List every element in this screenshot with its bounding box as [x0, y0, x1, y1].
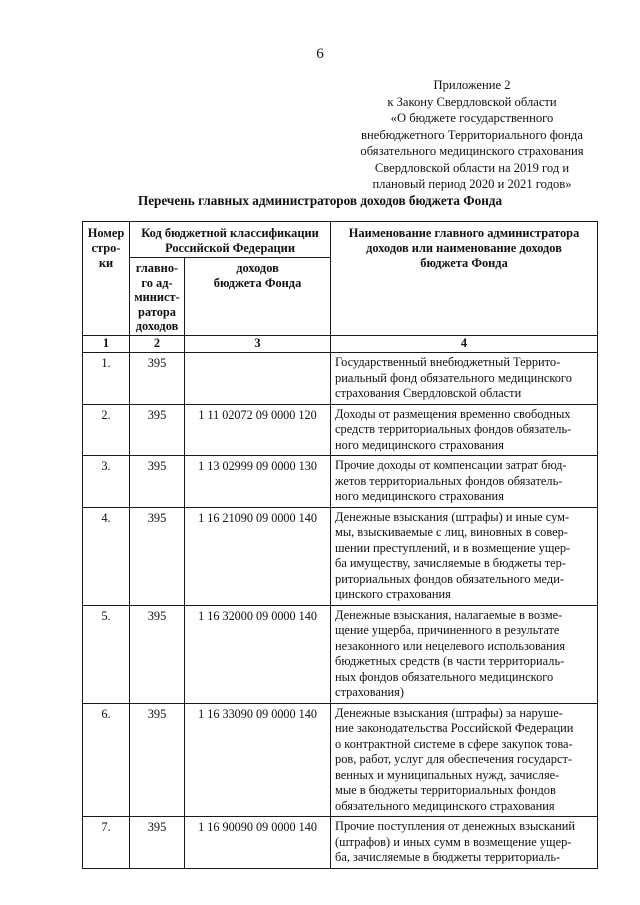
name-line: обязательного медицинского страхования [335, 798, 555, 813]
income-name [331, 605, 598, 703]
table-row [83, 404, 598, 456]
name-line: риальный фонд обязательного медицинского [335, 370, 572, 385]
income-name [331, 817, 598, 869]
name-line: жетов территориальных фондов обязатель- [335, 473, 563, 488]
administrators-table [82, 221, 598, 869]
name-line: ние законодательства Российской Федерации [335, 721, 574, 735]
header-line: го ад- [141, 275, 173, 290]
name-line: Прочие доходы от компенсации затрат бюд- [335, 458, 567, 472]
name-line: цинского страхования [335, 587, 451, 601]
header-line: Код бюджетной классификации [141, 226, 319, 240]
name-line: ного медицинского страхования [335, 437, 504, 452]
header-line: доходов или наименование доходов [366, 241, 562, 255]
admin-code: 395 [130, 404, 185, 456]
name-line: ров, работ, услуг для обеспечения государст- [335, 752, 573, 766]
name-line: бюджетных средств (в части территориаль- [335, 654, 565, 668]
admin-code: 395 [130, 456, 185, 508]
appendix-line: к Закону Свердловской области [387, 94, 557, 109]
appendix-note [352, 77, 592, 193]
row-number: 7. [83, 817, 130, 869]
table-row [83, 703, 598, 817]
appendix-line: обязательного медицинского страхования [360, 144, 584, 158]
header-line: главно- [135, 261, 179, 275]
admin-code: 395 [130, 703, 185, 817]
income-code [185, 353, 331, 405]
table-header-row [83, 222, 598, 258]
income-name [331, 404, 598, 456]
column-number: 2 [130, 336, 185, 353]
header-line: минист- [134, 290, 180, 304]
row-number: 6. [83, 703, 130, 817]
appendix-line: внебюджетного Территориального фонда [361, 127, 583, 142]
header-line: ки [98, 256, 114, 270]
name-line: незаконного или нецелевого использования [335, 638, 566, 653]
name-line: риториальных фондов обязательного меди- [335, 571, 564, 586]
income-code: 1 16 33090 09 0000 140 [185, 703, 331, 817]
table-row [83, 817, 598, 869]
name-line: венных и муниципальных нужд, зачисляе- [335, 767, 560, 782]
row-number: 2. [83, 404, 130, 456]
income-code: 1 16 90090 09 0000 140 [185, 817, 331, 869]
header-line: ратора [138, 304, 176, 319]
name-line: страхования Свердловской области [335, 386, 522, 400]
name-line: шении преступлений, и в возмещение ущер- [335, 540, 571, 555]
admin-code: 395 [130, 605, 185, 703]
header-income [185, 258, 331, 336]
income-code: 1 16 32000 09 0000 140 [185, 605, 331, 703]
column-number: 4 [331, 336, 598, 353]
income-code: 1 11 02072 09 0000 120 [185, 404, 331, 456]
header-line: бюджета Фонда [213, 275, 302, 290]
income-name [331, 703, 598, 817]
column-number: 3 [185, 336, 331, 353]
name-line: щение ущерба, причиненного в результате [335, 623, 560, 637]
header-budget-code [130, 222, 331, 258]
name-line: мы, взыскиваемые с лиц, виновных в совер- [335, 525, 568, 539]
name-line: о контрактной системе в сфере закупок това- [335, 736, 573, 751]
table-row [83, 353, 598, 405]
admin-code: 395 [130, 353, 185, 405]
name-line: (штрафов) и иных сумм в возмещение ущер- [335, 834, 572, 849]
header-line: доходов [236, 261, 279, 275]
header-name [331, 222, 598, 336]
admin-code: 395 [130, 817, 185, 869]
name-line: Государственный внебюджетный Террито- [335, 355, 561, 369]
column-number: 1 [83, 336, 130, 353]
name-line: ба имуществу, зачисляемые в бюджеты тер- [335, 556, 566, 570]
name-line: Доходы от размещения временно свободных [335, 406, 571, 421]
name-line: Прочие поступления от денежных взысканий [335, 819, 576, 833]
header-line: стро- [91, 241, 121, 255]
header-row-number [83, 222, 130, 336]
row-number: 1. [83, 353, 130, 405]
row-number: 3. [83, 456, 130, 508]
column-numbers-row [83, 336, 598, 353]
table-row [83, 507, 598, 605]
name-line: Денежные взыскания (штрафы) за наруше- [335, 705, 563, 720]
header-line: бюджета Фонда [420, 256, 508, 270]
income-name [331, 507, 598, 605]
header-line: Российской Федерации [165, 241, 295, 255]
appendix-line: «О бюджете государственного [390, 111, 554, 125]
name-line: страхования) [335, 685, 404, 699]
income-code: 1 16 21090 09 0000 140 [185, 507, 331, 605]
table-row [83, 605, 598, 703]
row-number: 5. [83, 605, 130, 703]
name-line: Денежные взыскания, налагаемые в возме- [335, 607, 563, 622]
table-row [83, 456, 598, 508]
name-line: Денежные взыскания (штрафы) и иные сум- [335, 509, 570, 524]
header-line: Номер [87, 226, 125, 240]
appendix-line: Свердловской области на 2019 год и [374, 160, 570, 175]
row-number: 4. [83, 507, 130, 605]
header-line: Наименование главного администратора [348, 226, 580, 240]
income-code: 1 13 02999 09 0000 130 [185, 456, 331, 508]
name-line: средств территориальных фондов обязатель- [335, 422, 572, 436]
income-name [331, 456, 598, 508]
name-line: ных фондов обязательного медицинского [335, 669, 554, 684]
appendix-line: Приложение 2 [433, 78, 511, 92]
header-line: доходов [135, 319, 179, 333]
name-line: ба, зачисляемые в бюджеты территориаль- [335, 850, 561, 864]
admin-code: 395 [130, 507, 185, 605]
name-line: мые в бюджеты территориальных фондов [335, 783, 556, 797]
income-name [331, 353, 598, 405]
appendix-line: плановый период 2020 и 2021 годов» [372, 177, 572, 191]
header-admin [130, 258, 185, 336]
name-line: ного медицинского страхования [335, 489, 504, 503]
document-title: Перечень главных администраторов доходов бюджета Фонда [137, 193, 503, 208]
page-number: 6 [316, 46, 324, 62]
